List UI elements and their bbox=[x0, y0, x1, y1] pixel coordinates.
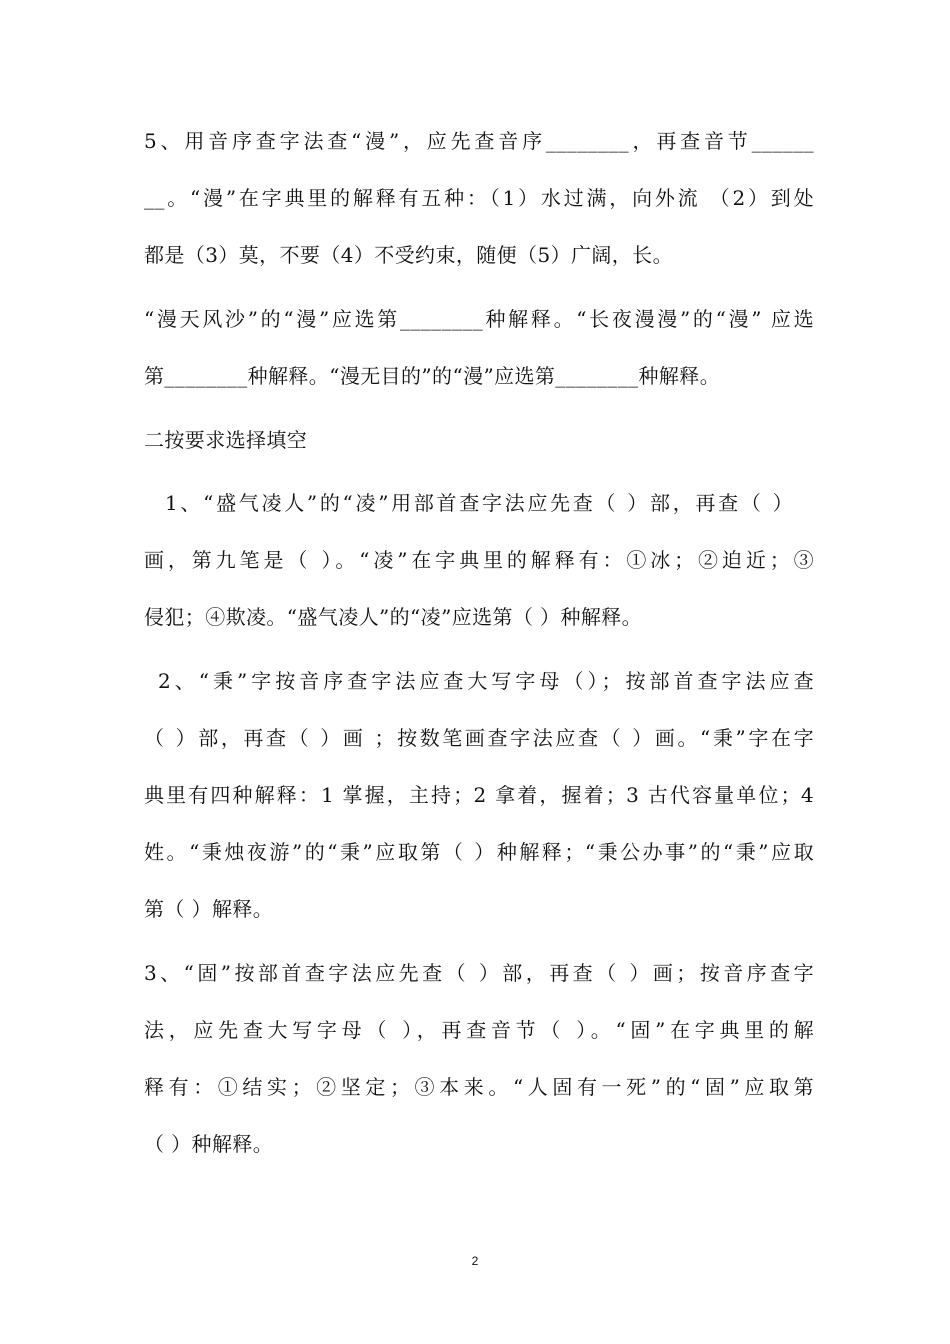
text-line: 法，应先查大写字母（ ），再查音节（ ）。“固”在字典里的解 bbox=[144, 1018, 814, 1042]
text-line: 5、用音序查字法查“漫”，应先查音序________，再查音节______ bbox=[144, 129, 814, 153]
text-line: 姓。“秉烛夜游”的“秉”应取第（ ）种解释；“秉公办事”的“秉”应取 bbox=[144, 840, 814, 864]
section-heading: 二按要求选择填空 bbox=[144, 428, 308, 452]
text-line: 第（ ）解释。 bbox=[144, 897, 274, 921]
text-line: 侵犯；④欺凌。“盛气凌人”的“凌”应选第（ ）种解释。 bbox=[144, 605, 643, 629]
text-line: __。“漫”在字典里的解释有五种：（1）水过满，向外流 （2）到处 bbox=[144, 186, 814, 210]
text-line: 都是（3）莫，不要（4）不受约束，随便（5）广阔，长。 bbox=[144, 243, 673, 267]
text-line: 第________种解释。“漫无目的”的“漫”应选第________种解释。 bbox=[144, 364, 721, 388]
text-line: 2、“秉”字按音序查字法应查大写字母（）；按部首查字法应查 bbox=[158, 669, 814, 693]
text-line: “漫天风沙”的“漫”应选第________种解释。“长夜漫漫”的“漫” 应选 bbox=[144, 307, 814, 331]
page-number: 2 bbox=[471, 1254, 479, 1268]
text-line: 3、“固”按部首查字法应先查（ ）部，再查（ ）画；按音序查字 bbox=[144, 961, 814, 985]
text-line: 画，第九笔是（ ）。“凌”在字典里的解释有：①冰；②迫近；③ bbox=[144, 548, 814, 572]
text-line: 释有：①结实；②坚定；③本来。“人固有一死”的“固”应取第 bbox=[144, 1075, 814, 1099]
text-line: （ ）部，再查（ ）画 ；按数笔画查字法应查（ ）画。“秉”字在字 bbox=[144, 726, 814, 750]
text-line: 典里有四种解释：1 掌握，主持；2 拿着，握着；3 古代容量单位；4 bbox=[144, 783, 814, 807]
text-line: 1、“盛气凌人”的“凌”用部首查字法应先查（ ）部，再查（ ） bbox=[165, 491, 793, 515]
text-line: （ ）种解释。 bbox=[144, 1132, 274, 1156]
